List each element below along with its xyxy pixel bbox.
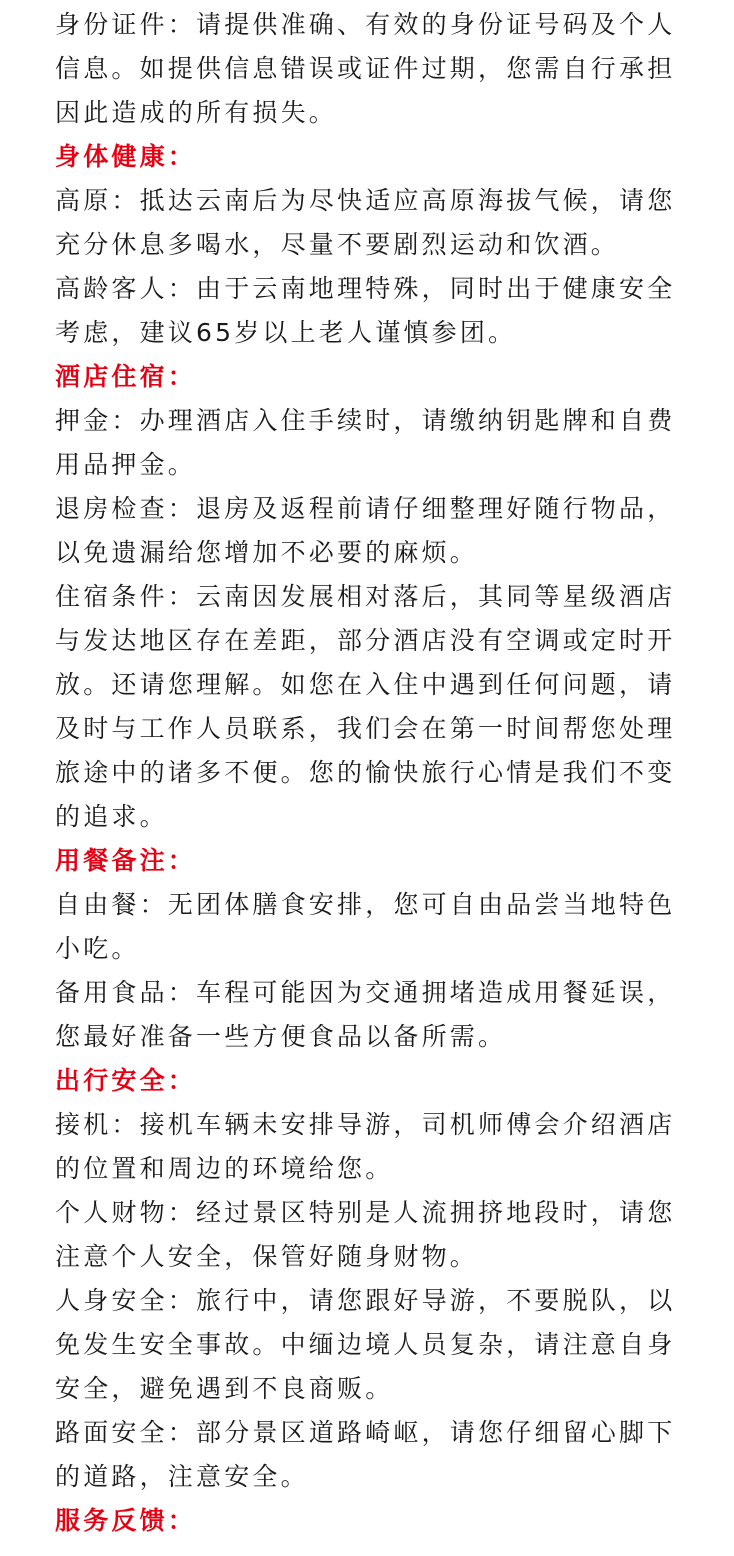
- section-heading-dining: 用餐备注：: [55, 846, 197, 875]
- travel-notice-document: [55, 3, 695, 1543]
- section-heading-health: 身体健康：: [55, 142, 197, 171]
- altitude-paragraph: 高原：抵达云南后为尽快适应高原海拔气候，请您充分休息多喝水，尽量不要剧烈运动和饮酒。: [55, 186, 676, 259]
- personal-safety-paragraph: 人身安全：旅行中，请您跟好导游，不要脱队，以免发生安全事故。中缅边境人员复杂，请注意自身安全，避免遇到不良商贩。: [55, 1286, 676, 1403]
- personal-property-paragraph: 个人财物：经过景区特别是人流拥挤地段时，请您注意个人安全，保管好随身财物。: [55, 1198, 676, 1271]
- spare-food-paragraph: 备用食品：车程可能因为交通拥堵造成用餐延误，您最好准备一些方便食品以备所需。: [55, 978, 676, 1051]
- road-safety-paragraph: 路面安全：部分景区道路崎岖，请您仔细留心脚下的道路，注意安全。: [55, 1418, 676, 1491]
- section-heading-feedback: 服务反馈：: [55, 1506, 197, 1535]
- free-meal-paragraph: 自由餐：无团体膳食安排，您可自由品尝当地特色小吃。: [55, 890, 676, 963]
- senior-guests-paragraph: 高龄客人：由于云南地理特殊，同时出于健康安全考虑，建议65岁以上老人谨慎参团。: [55, 274, 676, 347]
- deposit-paragraph: 押金：办理酒店入住手续时，请缴纳钥匙牌和自费用品押金。: [55, 406, 676, 479]
- section-heading-safety: 出行安全：: [55, 1066, 197, 1095]
- checkout-paragraph: 退房检查：退房及返程前请仔细整理好随行物品，以免遗漏给您增加不必要的麻烦。: [55, 494, 676, 567]
- id-document-paragraph: 身份证件：请提供准确、有效的身份证号码及个人信息。如提供信息错误或证件过期，您需自行承担因此造成的所有损失。: [55, 10, 676, 127]
- airport-pickup-paragraph: 接机：接机车辆未安排导游，司机师傅会介绍酒店的位置和周边的环境给您。: [55, 1110, 676, 1183]
- accommodation-paragraph: 住宿条件：云南因发展相对落后，其同等星级酒店与发达地区存在差距，部分酒店没有空调或定时开放。还请您理解。如您在入住中遇到任何问题，请及时与工作人员联系，我们会在第一时间帮您处理旅途中的诸多不便。您的愉快旅行心情是我们不变的追求。: [55, 582, 676, 831]
- section-heading-hotel: 酒店住宿：: [55, 362, 197, 391]
